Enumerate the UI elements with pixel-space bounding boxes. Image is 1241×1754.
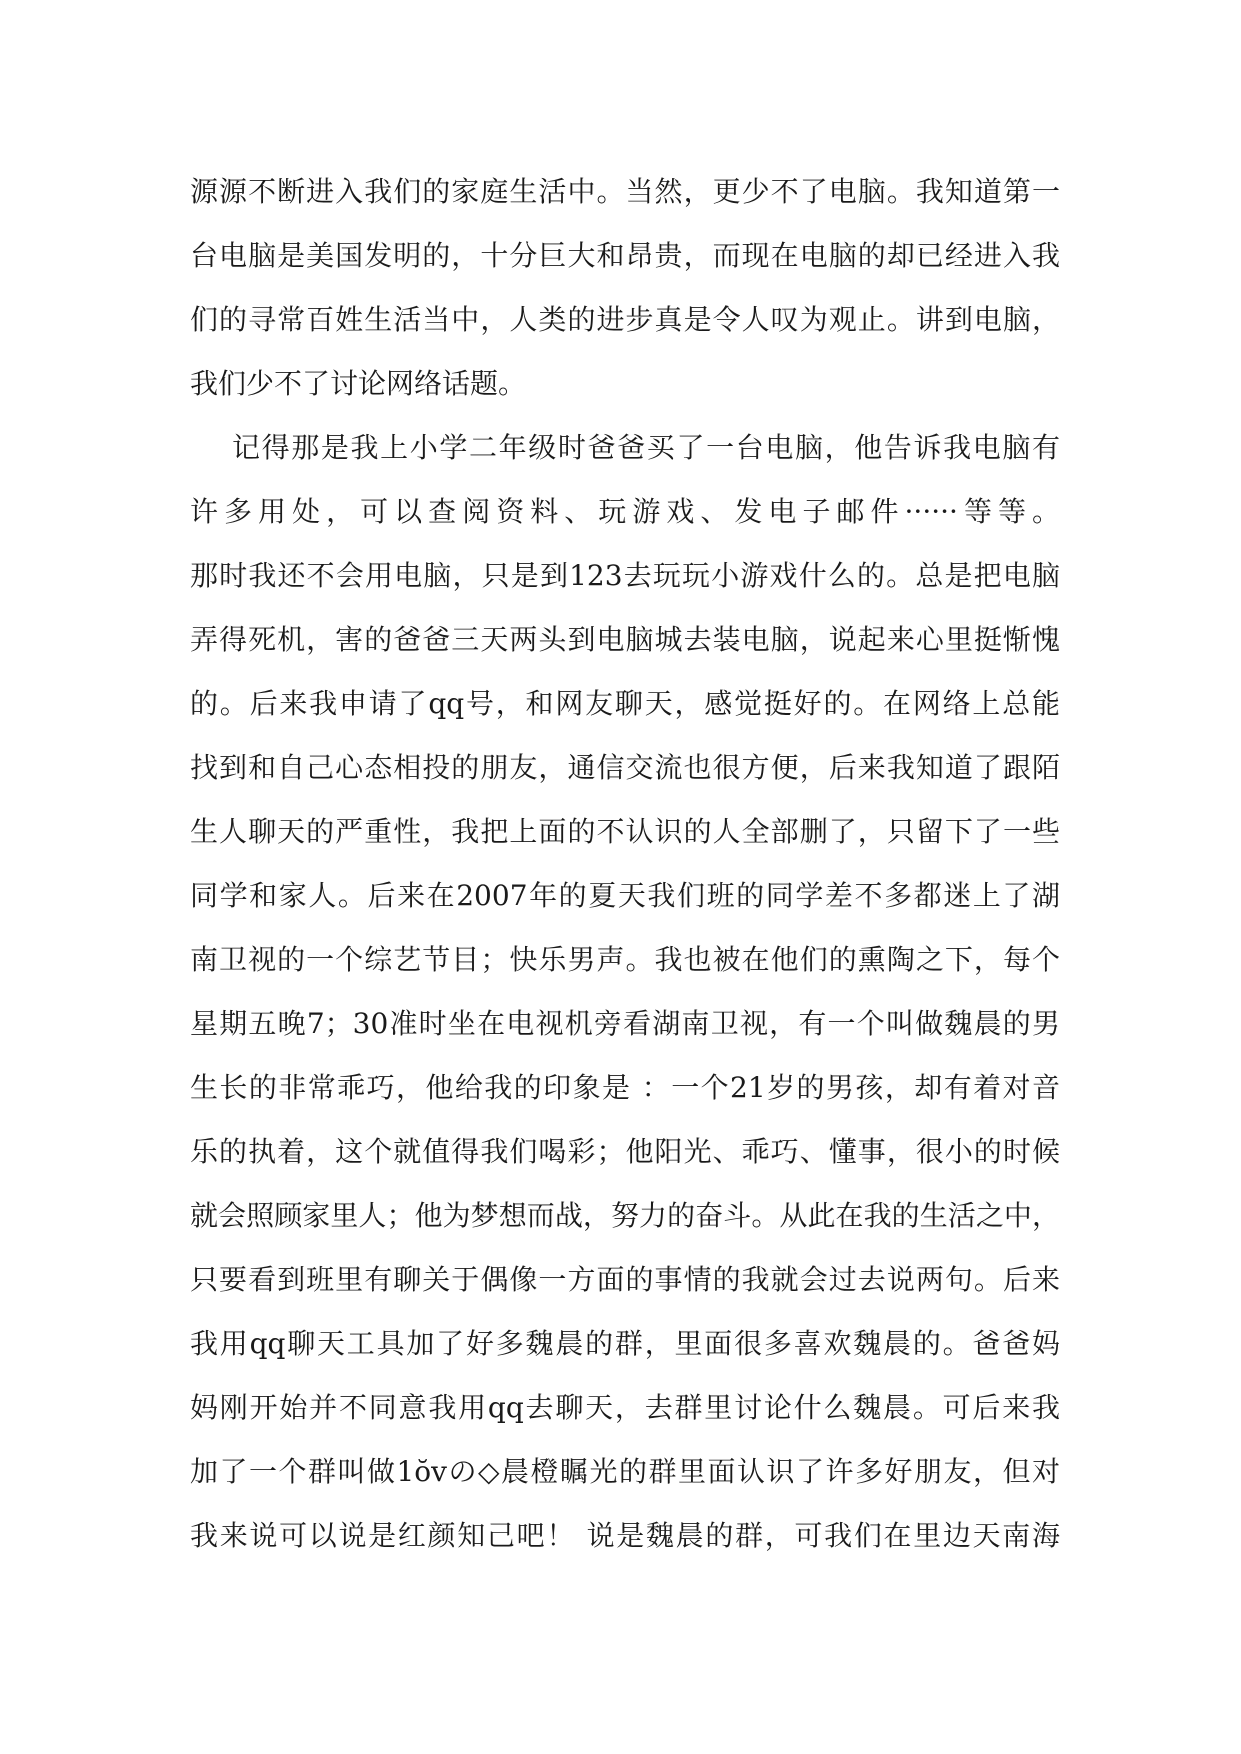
- text-line: 加了一个群叫做1ŏvの◇晨橙瞩光的群里面认识了许多好朋友，但对: [190, 1455, 1060, 1488]
- text-line: 生人聊天的严重性，我把上面的不认识的人全部删了，只留下了一些: [190, 815, 1060, 848]
- paragraph-1: [190, 160, 1060, 416]
- document-page: [190, 160, 1060, 1568]
- paragraph-2: [190, 416, 1060, 1568]
- text-line: 台电脑是美国发明的，十分巨大和昂贵，而现在电脑的却已经进入我: [190, 239, 1060, 272]
- text-line: 我用qq聊天工具加了好多魏晨的群，里面很多喜欢魏晨的。爸爸妈: [190, 1327, 1060, 1360]
- text-line: 源源不断进入我们的家庭生活中。当然，更少不了电脑。我知道第一: [190, 175, 1060, 208]
- text-line: 乐的执着，这个就值得我们喝彩；他阳光、乖巧、懂事，很小的时候: [190, 1135, 1060, 1168]
- text-line: 南卫视的一个综艺节目；快乐男声。我也被在他们的熏陶之下，每个: [190, 943, 1060, 976]
- text-line: 妈刚开始并不同意我用qq去聊天，去群里讨论什么魏晨。可后来我: [190, 1391, 1060, 1424]
- text-line: 生长的非常乖巧，他给我的印象是 ：一个21岁的男孩，却有着对音: [190, 1071, 1060, 1104]
- text-line: 记得那是我上小学二年级时爸爸买了一台电脑，他告诉我电脑有: [232, 431, 1060, 464]
- text-line: 许多用处，可以查阅资料、玩游戏、发电子邮件······等等。: [190, 495, 1060, 528]
- text-line: 的。后来我申请了qq号，和网友聊天，感觉挺好的。在网络上总能: [190, 687, 1060, 720]
- text-line: 找到和自己心态相投的朋友，通信交流也很方便，后来我知道了跟陌: [190, 751, 1060, 784]
- text-line: 就会照顾家里人；他为梦想而战，努力的奋斗。从此在我的生活之中，: [190, 1199, 1060, 1232]
- text-line: 弄得死机，害的爸爸三天两头到电脑城去装电脑，说起来心里挺惭愧: [190, 623, 1060, 656]
- text-line: 们的寻常百姓生活当中，人类的进步真是令人叹为观止。讲到电脑，: [190, 303, 1060, 336]
- text-line: 星期五晚7；30准时坐在电视机旁看湖南卫视，有一个叫做魏晨的男: [190, 1007, 1060, 1040]
- text-line: 同学和家人。后来在2007年的夏天我们班的同学差不多都迷上了湖: [190, 879, 1060, 912]
- text-line: 我们少不了讨论网络话题。: [190, 367, 527, 400]
- text-line: 我来说可以说是红颜知己吧！ 说是魏晨的群，可我们在里边天南海: [190, 1519, 1060, 1552]
- text-line: 只要看到班里有聊关于偶像一方面的事情的我就会过去说两句。后来: [190, 1263, 1060, 1296]
- text-line: 那时我还不会用电脑，只是到123去玩玩小游戏什么的。总是把电脑: [190, 559, 1060, 592]
